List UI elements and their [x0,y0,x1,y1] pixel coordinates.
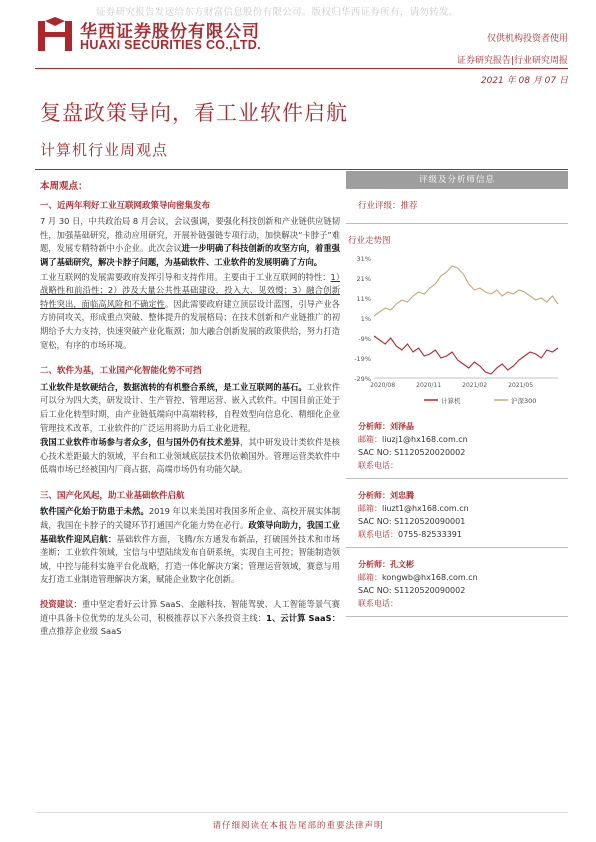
sidebar [346,171,568,617]
analyst-block-3: 分析师：孔文彬 邮箱：kongwb@hx168.com.cn SAC NO: S1120520090002 联系电话： [346,558,568,610]
summary-heading: 本周观点： [40,181,88,192]
y-tick-label: 1% [360,315,371,323]
report-subtitle: 计算机行业周观点 [40,141,169,159]
industry-rating [358,199,568,211]
y-tick-label: -19% [354,355,371,363]
legend-label: 沪深300 [511,397,537,405]
header-divider [35,68,568,69]
section-1-title: 一、近两年利好工业互联网政策导向密集发布 [40,200,211,211]
section-3-paragraph-1: 软件国产化始于防患于未然。2019 年以来美国对我国多所企业、高校开展实体制裁，我国在卡脖子的关键环节打通国产化能力势在必行。政策导向助力，我国工业基础软件迎风启航：基础软件方面，飞腾/东方通发布新品，打破国外技术和市场垄断；工业软件领域，宝信与中望陆续发布自研系统，实现自主可控；智能制造领域，中控与能科实施平台化战略，打造一体化解决方案；管理运营领域，赛意与用友打造工业制造管理解决方案，赋能企业数字化创新。 [40,506,340,585]
trend-chart-svg [346,250,568,410]
report-type: 证券研究报告|行业研究周报 [456,56,568,66]
analyst-name: 分析师：孔文彬 [358,560,414,569]
title-divider [35,169,568,170]
analyst-name: 分析师：刘泽晶 [358,422,414,431]
brand-name-en: HUAXI SECURITIES CO.,LTD. [80,38,261,52]
analyst-sac: SAC NO: S1120520090001 [358,517,466,526]
x-tick-label: 2021/05 [508,382,534,389]
analyst-email[interactable]: liuzt1@hx168.com.cn [382,504,469,513]
investment-advice: 投资建议：重中坚定看好云计算 SaaS、金融科技、智能驾驶、人工智能等景气赛道中具备卡位优势的龙头公司，积极推荐以下六条投资主线：1、云计算 SaaS：重点推荐企业级 SaaS [40,599,340,637]
huaxi-logo-icon [38,17,72,53]
report-date: 2021 年 08 月 07 日 [480,76,568,86]
analyst-sac: SAC NO: S1120520090002 [358,586,466,595]
y-tick-label: 21% [356,275,371,283]
main-body [40,180,340,640]
section-2-title: 二、软件为基，工业国产化智能化势不可挡 [40,366,202,377]
trend-chart-title: 行业走势图 [348,236,391,246]
industry-rating-label: 行业评级： [358,201,401,211]
series-line-1 [374,266,558,316]
section-2-paragraph-1: 工业软件是软硬结合，数据流转的有机整合系统，是工业互联网的基石。工业软件可以分为四大类，研发设计、生产管控、管理运营、嵌入式软件。中国目前正处于后工业化转型时期，由产业链低端向中高端转移，自程效型向信息化、精细化企业管理技术改革，工业软件的广泛运用将助力后工业化进程。 [40,381,340,433]
report-title: 复盘政策导向，看工业软件启航 [40,101,348,125]
brand-name-cn: 华西证券股份有限公司 [80,22,260,42]
legal-footer: 请仔细阅读在本报告尾部的重要法律声明 [212,821,384,831]
section-1-paragraph-1: 7 月 30 日，中共政治局 8 月会议，会议强调，要强化科技创新和产业链供应链韧性，加强基础研究，推动应用研究，开展补链强链专项行动，加快解决“卡脖子”难题，发展专精特新中小企业。此次会议进一步明确了科技创新的攻坚方向，着重强调了基础研究，解决卡脖子问题，为基础软件、工业软件的发展明确了方向。 [40,216,340,267]
section-1-paragraph-2: 工业互联网的发展需要政府发挥引导和支持作用。主要由于工业互联网的特性：1）战略性和前沿性；2）涉及大量公共性基础建设，投入大、见效慢；3）融合创新特性突出，面临高风险和不确定性。因此需要政府建立顶层设计蓝图，引导产业各方协同攻关，形成重点突破、整体提升的发展格局；在技术创新和产业链推广的初期给予大力支持，快速突破产业化瓶颈；加大融合创新发展的政策供给，努力打造宽松，有序的市场环境。 [40,271,340,350]
industry-rating-value: 推荐 [400,201,418,211]
analyst-block-1: 分析师：刘泽晶 邮箱：liuzj1@hx168.com.cn SAC NO: S1120520020002 联系电话： [346,420,568,472]
institution-only-note: 仅供机构投资者使用 [486,34,568,44]
legend-label: 计算机 [441,397,461,405]
y-tick-label: -9% [358,335,371,343]
rating-header: 评级及分析师信息 [346,171,568,189]
y-tick-label: 11% [356,295,371,303]
analyst-sac: SAC NO: S1120520020002 [358,448,466,457]
section-3-title: 三、国产化风起，助工业基础软件启航 [40,490,185,501]
analyst-email[interactable]: liuzj1@hx168.com.cn [382,435,468,444]
series-line-0 [374,336,558,374]
x-tick-label: 2020/11 [416,382,442,389]
analyst-block-2: 分析师：刘忠腾 邮箱：liuzt1@hx168.com.cn SAC NO: S1120520090001 联系电话：0755-82533391 [346,489,568,541]
x-tick-label: 2021/02 [462,382,488,389]
section-2-paragraph-2: 我国工业软件市场参与者众多，但与国外仍有技术差异，其中研发设计类软件是核心技术差距最大的领域，平台和工业领域底层技术仍依赖国外。管理运营类软件中低端市场已经被国内厂商占据，高端市场仍有功能欠缺。 [40,437,340,475]
analyst-email[interactable]: kongwb@hx168.com.cn [382,573,478,582]
y-tick-label: -29% [354,375,371,383]
watermark-text: 证券研究报告发送给东方财富信息股份有限公司。版权归华西证券所有，请勿转发。 [96,7,459,18]
analyst-name: 分析师：刘忠腾 [358,491,414,500]
x-tick-label: 2020/08 [370,382,396,389]
trend-chart [346,250,568,410]
y-tick-label: 31% [356,255,371,263]
